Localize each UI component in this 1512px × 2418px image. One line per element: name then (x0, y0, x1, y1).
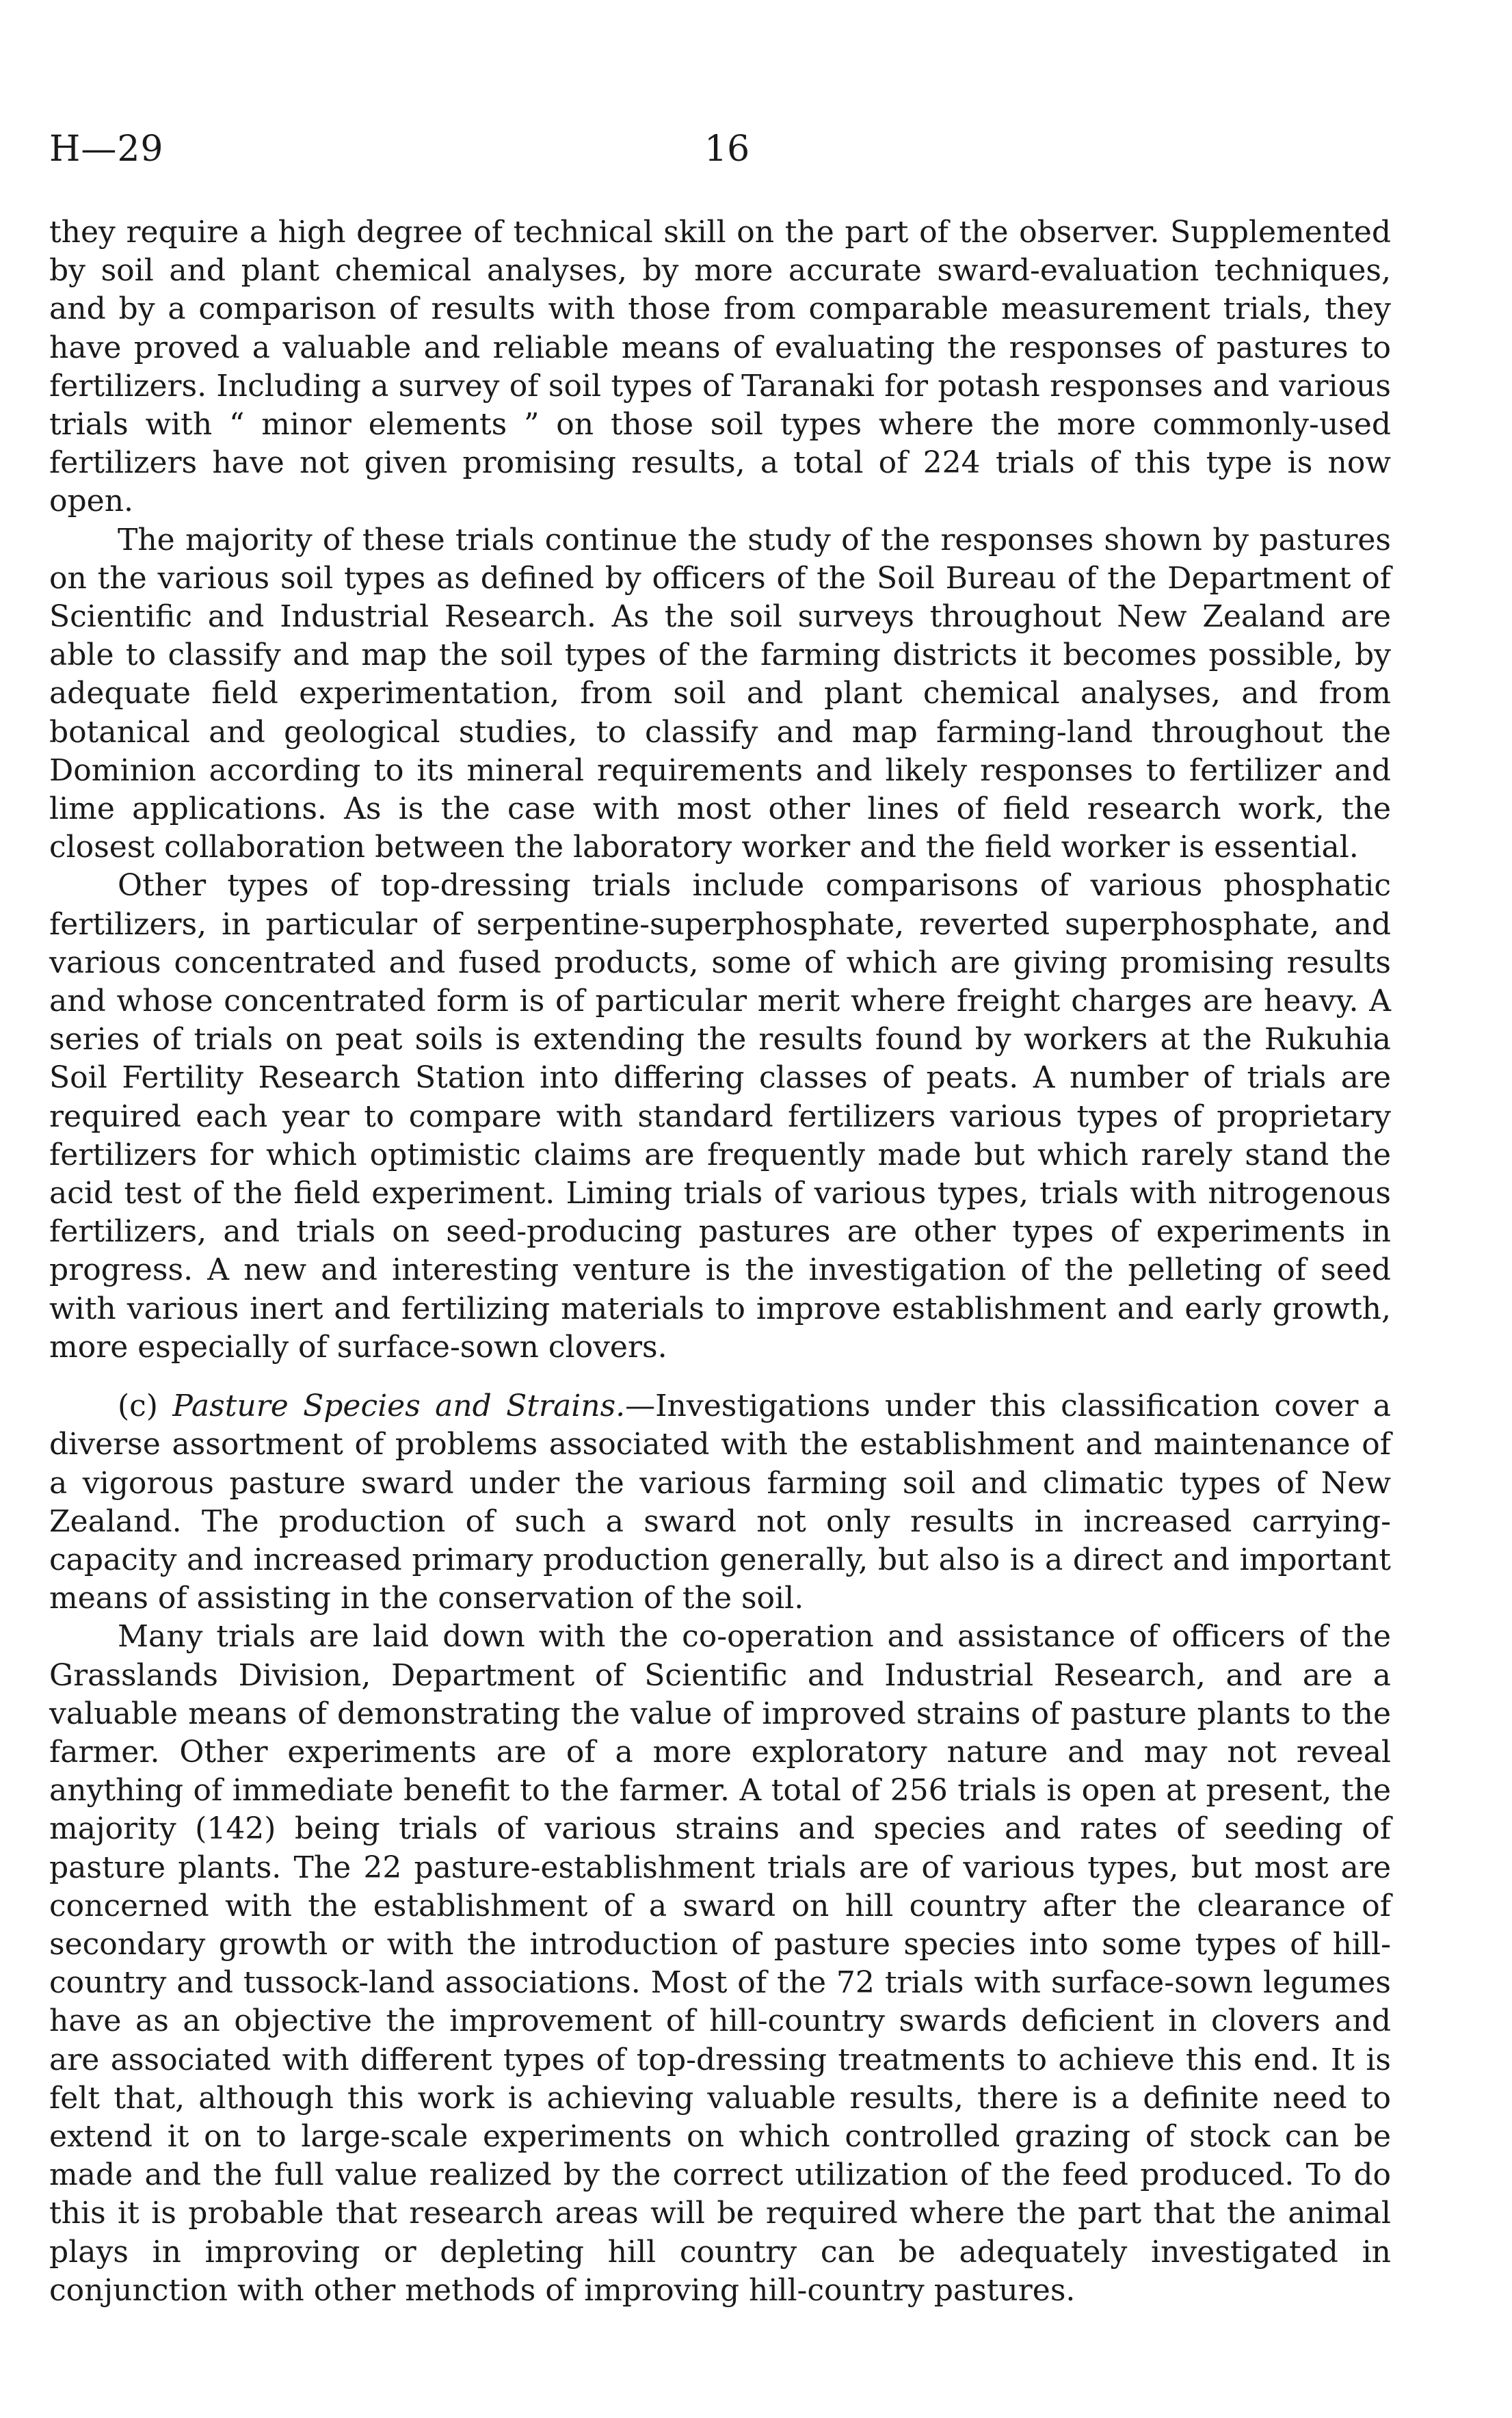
section-label: (c) (118, 1389, 158, 1424)
paragraph-top-dressing-trials: Other types of top-dressing trials include comparisons of various phosphatic fertilizers, in particular of serpentine-superphosphate, reverted superphosphate, and various concentrated and fused products, some of which are giving promising results and whose concentrated form is of particular merit where freight charges are heavy. A series of trials on peat soils is extending the results found by workers at the Rukuhia Soil Fertility Research Station into differing classes of peats. A number of trials are required each year to compare with standard fertilizers various types of proprietary fertilizers for which optimistic claims are frequently made but which rarely stand the acid test of the field experiment. Liming trials of various types, trials with nitrogenous fertilizers, and trials on seed-producing pastures are other types of experiments in progress. A new and interesting venture is the investigation of the pelleting of seed with various inert and fertilizing materials to improve establishment and early growth, more especially of surface-sown clovers. (49, 868, 1391, 1365)
paragraph-continuation: they require a high degree of technical skill on the part of the observer. Supplemented by soil and plant chemical analyses, by more accurate sward-evaluation techniques, and by a comparison of results with those from comparable measurement trials, they have proved a valuable and reliable means of evaluating the responses of pastures to fertilizers. Including a survey of soil types of Taranaki for potash responses and various trials with “ minor elements ” on those soil types where the more commonly-used fertilizers have not given promising results, a total of 224 trials of this type is now open. (49, 215, 1391, 519)
document-code: H—29 (49, 129, 164, 170)
section-pasture-species (49, 1387, 1391, 1618)
body-text (49, 213, 1391, 2310)
paragraph-soil-types: The majority of these trials continue the study of the responses shown by pastures on the various soil types as defined by officers of the Soil Bureau of the Department of Scientific and Industrial Research. As the soil surveys throughout New Zealand are able to classify and map the soil types of the farming districts it becomes possible, by adequate field experimentation, from soil and plant chemical analyses, and from botanical and geological studies, to classify and map farming-land throughout the Dominion according to its mineral requirements and likely responses to fertilizer and lime applications. As is the case with most other lines of field research work, the closest collaboration between the laboratory worker and the field worker is essential. (49, 522, 1391, 865)
page-header (49, 129, 1417, 183)
paragraph-grasslands-trials: Many trials are laid down with the co-operation and assistance of officers of the Grasslands Division, Department of Scientific and Industrial Research, and are a valuable means of demonstrating the value of improved strains of pasture plants to the farmer. Other experiments are of a more exploratory nature and may not reveal anything of immediate benefit to the farmer. A total of 256 trials is open at present, the majority (142) being trials of various strains and species and rates of seeding of pasture plants. The 22 pasture-establishment trials are of various types, but most are concerned with the establishment of a sward on hill country after the clearance of secondary growth or with the introduction of pasture species into some types of hill-country and tussock-land associations. Most of the 72 trials with surface-sown legumes have as an objective the improvement of hill-country swards deficient in clovers and are associated with different types of top-dressing treatments to achieve this end. It is felt that, although this work is achieving valuable results, there is a definite need to extend it on to large-scale experiments on which controlled grazing of stock can be made and the full value realized by the correct utilization of the feed produced. To do this it is probable that research areas will be required where the part that the animal plays in improving or depleting hill country can be adequately investigated in conjunction with other methods of improving hill-country pastures. (49, 1619, 1391, 2308)
section-pasture-species-text: —Investigations under this classification cover a diverse assortment of problems associated with the establishment and maintenance of a vigorous pasture sward under the various farming soil and climatic types of New Zealand. The production of such a sward not only results in increased carrying-capacity and increased primary production generally, but also is a direct and important means of assisting in the conservation of the soil. (49, 1389, 1391, 1616)
page-number: 16 (704, 129, 750, 170)
section-title: Pasture Species and Strains. (172, 1389, 626, 1424)
